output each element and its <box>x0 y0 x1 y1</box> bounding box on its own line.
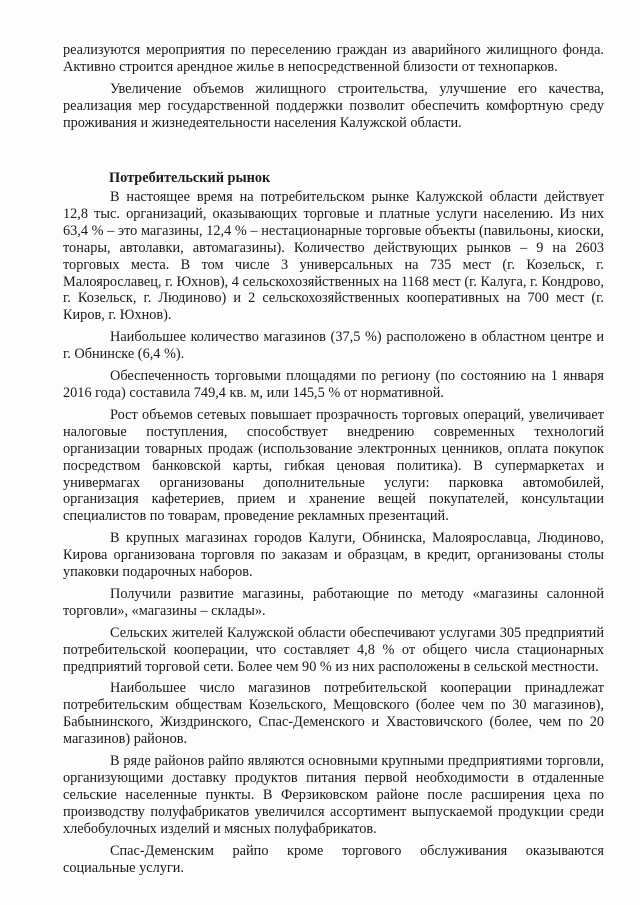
paragraph-large-stores: В крупных магазинах городов Калуги, Обнинска, Малоярославца, Людиново, Кирова организована торговля по заказам и образцам, в кредит, организованы столы упаковки подарочных наборов. <box>63 530 604 581</box>
paragraph-store-formats: Получили развитие магазины, работающие по методу «магазины салонной торговли», «магазины – склады». <box>63 585 604 619</box>
paragraph-store-distribution: Наибольшее количество магазинов (37,5 %) расположено в областном центре и г. Обнинске (6,4 %). <box>63 329 604 363</box>
paragraph-social-services: Спас-Деменским райпо кроме торгового обслуживания оказываются социальные услуги. <box>63 842 604 876</box>
section-body <box>63 189 604 876</box>
paragraph-retail-space: Обеспеченность торговыми площадями по региону (по состоянию на 1 января 2016 года) составила 749,4 кв. м, или 145,5 % от нормативной. <box>63 368 604 401</box>
paragraph-housing-growth: Увеличение объемов жилищного строительства, улучшение его качества, реализация мер государственной поддержки позволит обеспечить комфортную среду проживания и жизнедеятельности населения Калужской области. <box>63 80 604 131</box>
paragraph-cooperative-societies: Наибольшее число магазинов потребительской кооперации принадлежат потребительским обществам Козельского, Мещовского (более чем по 30 магазинов), Бабынинского, Жиздринского, Спас-Деменского и Хвастовичского (более, чем по 20 магазинов) районов. <box>63 680 604 748</box>
paragraph-chain-stores: Рост объемов сетевых повышает прозрачность торговых операций, увеличивает налоговые поступления, способствует внедрению современных технологий организации товарных продаж (использование электронных ценников, оплата покупок посредством банковской карты, гибкая ценовая политика). В супермаркетах и универмагах организованы дополнительные услуги: парковка автомобилей, организация кафетериев, прием и хранение вещей покупателей, консультации специалистов по товарам, проведение рекламных презентаций. <box>63 406 604 525</box>
paragraph-resettlement: реализуются мероприятия по переселению граждан из аварийного жилищного фонда. Активно строится арендное жилье в непосредственной близости от технопарков. <box>63 42 604 75</box>
paragraph-consumer-cooperation: Сельских жителей Калужской области обеспечивают услугами 305 предприятий потребительской кооперации, что составляет 4,8 % от общего числа стационарных предприятий торговой сети. Более чем 90 % из них расположены в сельской местности. <box>63 624 604 675</box>
paragraph-market-overview: В настоящее время на потребительском рынке Калужской области действует 12,8 тыс. организаций, оказывающих торговые и платные услуги населению. Из них 63,4 % – это магазины, 12,4 % – нестационарные торговые объекты (павильоны, киоски, тонары, автолавки, автомагазины). Количество действующих рынков – 9 на 2603 торговых места. В том числе 3 универсальных на 735 мест (г. Козельск, г. Малоярославец, г. Юхнов), 4 сельскохозяйственных на 1168 мест (г. Калуга, г. Кондрово, г. Козельск, г. Людиново) и 2 сельскохозяйственных кооперативных на 700 мест (г. Киров, г. Юхнов). <box>63 189 604 324</box>
intro-text <box>63 42 604 132</box>
paragraph-raipo-delivery: В ряде районов райпо являются основными крупными предприятиями торговли, организующими доставку продуктов питания первой необходимости в отдаленные сельские населенные пункты. В Ферзиковском районе после расширения цеха по производству полуфабрикатов увеличился ассортимент выпускаемой продукции среди хлебобулочных изделий и мясных полуфабрикатов. <box>63 753 604 837</box>
section-heading: Потребительский рынок <box>109 170 271 186</box>
